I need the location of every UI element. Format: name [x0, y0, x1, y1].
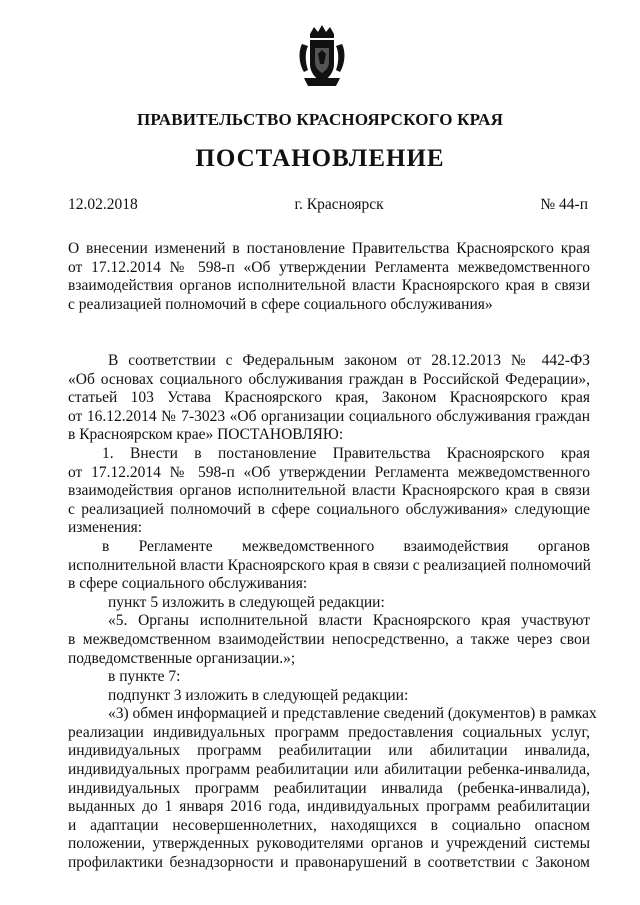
- body-line: индивидуальных программ реабилитации или абилитации ребенка-инвалида,: [68, 761, 590, 779]
- body-line: подпункт 3 изложить в следующей редакции:: [108, 686, 409, 704]
- body-line: статьей 103 Устава Красноярского края, Законом Красноярского края: [68, 389, 590, 407]
- body-line: В соответствии с Федеральным законом от 28.12.2013 № 442-ФЗ: [108, 352, 590, 369]
- subject-line: взаимодействия органов исполнительной власти Красноярского края в связи: [68, 277, 590, 295]
- body-line: индивидуальных программ реабилитации или абилитации инвалида,: [68, 742, 590, 760]
- body-line: и адаптации несовершеннолетних, находящихся в социально опасном: [68, 816, 590, 834]
- document-date: 12.02.2018: [68, 196, 138, 213]
- body-line: выданных до 1 января 2016 года, индивидуальных программ реабилитации: [68, 798, 590, 816]
- document-meta-row: [68, 196, 588, 214]
- document-number: № 44-п: [540, 196, 588, 213]
- body-line: «3) обмен информацией и представление сведений (документов) в рамках: [108, 705, 597, 723]
- document-body: [68, 352, 597, 873]
- subject-line: с реализацией полномочий в сфере социального обслуживания»: [68, 295, 493, 313]
- coat-of-arms-icon: [296, 24, 348, 88]
- body-line: от 17.12.2014 № 598-п «Об утверждении Регламента межведомственного: [68, 463, 590, 481]
- body-line: изменения:: [68, 519, 143, 537]
- body-line: в межведомственном взаимодействии непосредственно, а также через свои: [68, 630, 590, 648]
- subject-line: от 17.12.2014 № 598-п «Об утверждении Регламента межведомственного: [68, 258, 590, 276]
- body-line: индивидуальных программ реабилитации инвалида (ребенка-инвалида),: [68, 779, 590, 797]
- body-line: взаимодействия органов исполнительной власти Красноярского края в связи: [68, 482, 590, 500]
- body-line: реализации индивидуальных программ предоставления социальных услуг,: [68, 723, 590, 741]
- body-line: в сфере социального обслуживания:: [68, 575, 308, 593]
- document-type-title: ПОСТАНОВЛЕНИЕ: [195, 145, 445, 172]
- body-line: подведомственные организации.»;: [68, 649, 296, 667]
- government-title: ПРАВИТЕЛЬСТВО КРАСНОЯРСКОГО КРАЯ: [136, 110, 504, 129]
- body-line: положении, утвержденных руководителями органов и учреждений системы: [68, 835, 590, 853]
- body-line: в Регламенте межведомственного взаимодействия органов: [102, 537, 590, 555]
- body-line: «5. Органы исполнительной власти Красноярского края участвуют: [108, 612, 590, 630]
- body-line: с реализацией полномочий в сфере социального обслуживания» следующие: [68, 500, 590, 518]
- body-line: пункт 5 изложить в следующей редакции:: [108, 593, 385, 611]
- body-line: исполнительной власти Красноярского края в связи с реализацией полномочий: [68, 556, 591, 574]
- body-line: «Об основах социального обслуживания граждан в Российской Федерации»,: [68, 370, 590, 388]
- body-line: профилактики безнадзорности и правонарушений в соответствии с Законом: [68, 854, 590, 872]
- body-line: в Красноярском крае» ПОСТАНОВЛЯЮ:: [68, 426, 344, 444]
- body-line: в пункте 7:: [108, 668, 181, 686]
- body-line: от 16.12.2014 № 7-3023 «Об организации социального обслуживания граждан: [68, 407, 590, 425]
- subject-line: О внесении изменений в постановление Правительства Красноярского края: [68, 240, 590, 257]
- document-subject: [68, 240, 590, 314]
- document-city: г. Красноярск: [294, 196, 384, 213]
- body-line: 1. Внести в постановление Правительства Красноярского края: [102, 444, 590, 462]
